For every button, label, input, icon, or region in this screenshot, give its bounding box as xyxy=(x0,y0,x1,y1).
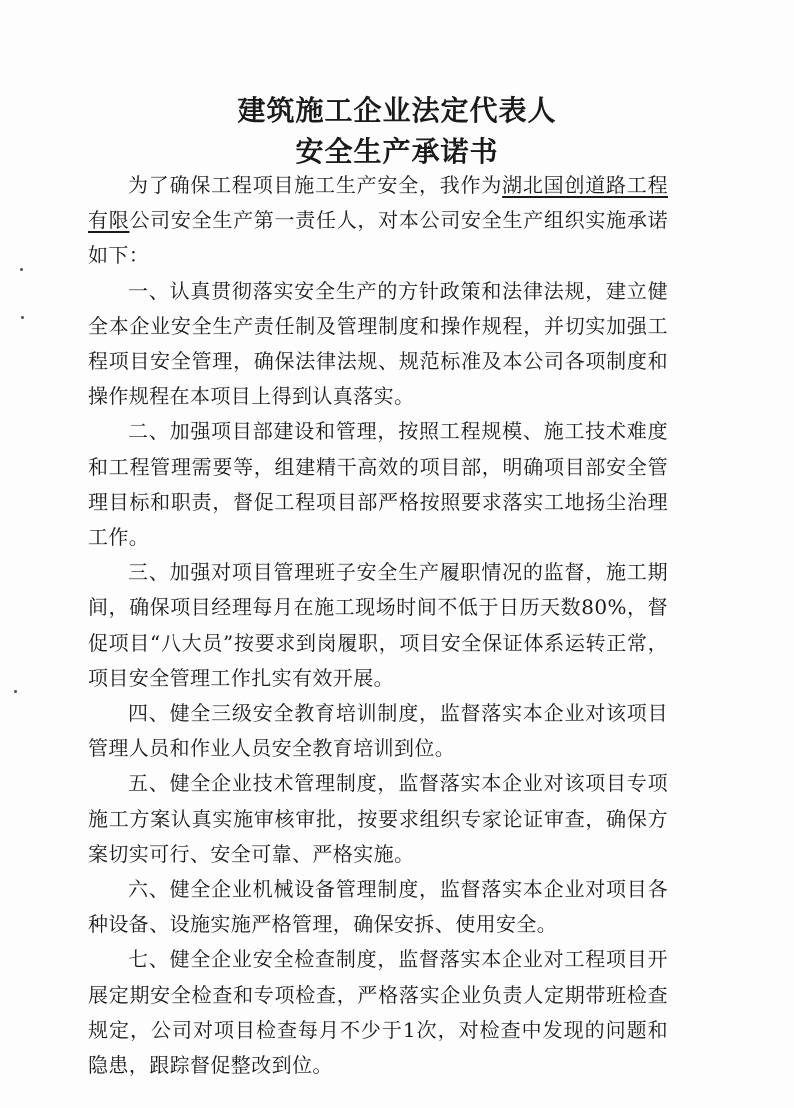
commitment-item-6: 六、健全企业机械设备管理制度，监督落实本企业对项目各种设备、设施实施严格管理，确保安拆、使用安全。 xyxy=(88,877,668,937)
commitment-item-2: 二、加强项目部建设和管理，按照工程规模、施工技术难度和工程管理需要等，组建精干高效的项目部，明确项目部安全管理目标和职责，督促工程项目部严格按照要求落实工地扬尘治理工作。 xyxy=(88,419,668,550)
intro-paragraph xyxy=(88,168,668,274)
scan-speck xyxy=(20,268,23,271)
commitment-item-4: 四、健全三级安全教育培训制度，监督落实本企业对该项目管理人员和作业人员安全教育培训到位。 xyxy=(88,701,668,761)
company-name: 湖北国创道路工程有限 xyxy=(88,173,668,233)
commitment-item-1: 一、认真贯彻落实安全生产的方针政策和法律法规，建立健全本企业安全生产责任制及管理制度和操作规程，并切实加强工程项目安全管理，确保法律法规、规范标准及本公司各项制度和操作规程在本项目上得到认真落实。 xyxy=(88,278,668,409)
intro-prefix: 为了确保工程项目施工生产安全，我作为 xyxy=(128,173,503,197)
scan-speck xyxy=(21,316,24,319)
intro-suffix: 公司安全生产第一责任人，对本公司安全生产组织实施承诺如下： xyxy=(88,208,668,268)
document-subtitle: 安全生产承诺书 xyxy=(295,135,499,168)
scan-speck xyxy=(14,690,17,693)
commitment-item-7: 七、健全企业安全检查制度，监督落实本企业对工程项目开展定期安全检查和专项检查，严格落实企业负责人定期带班检查规定，公司对项目检查每月不少于1次，对检查中发现的问题和隐患，跟踪督促整改到位。 xyxy=(88,947,668,1078)
commitment-item-5: 五、健全企业技术管理制度，监督落实本企业对该项目专项施工方案认真实施审核审批，按要求组织专家论证审查，确保方案切实可行、安全可靠、严格实施。 xyxy=(88,771,668,866)
document-title: 建筑施工企业法定代表人 xyxy=(237,94,557,127)
commitment-item-3: 三、加强对项目管理班子安全生产履职情况的监督，施工期间，确保项目经理每月在施工现场时间不低于日历天数80%，督促项目“八大员”按要求到岗履职，项目安全保证体系运转正常，项目安全管理工作扎实有效开展。 xyxy=(88,560,668,690)
document-body xyxy=(88,168,668,1083)
